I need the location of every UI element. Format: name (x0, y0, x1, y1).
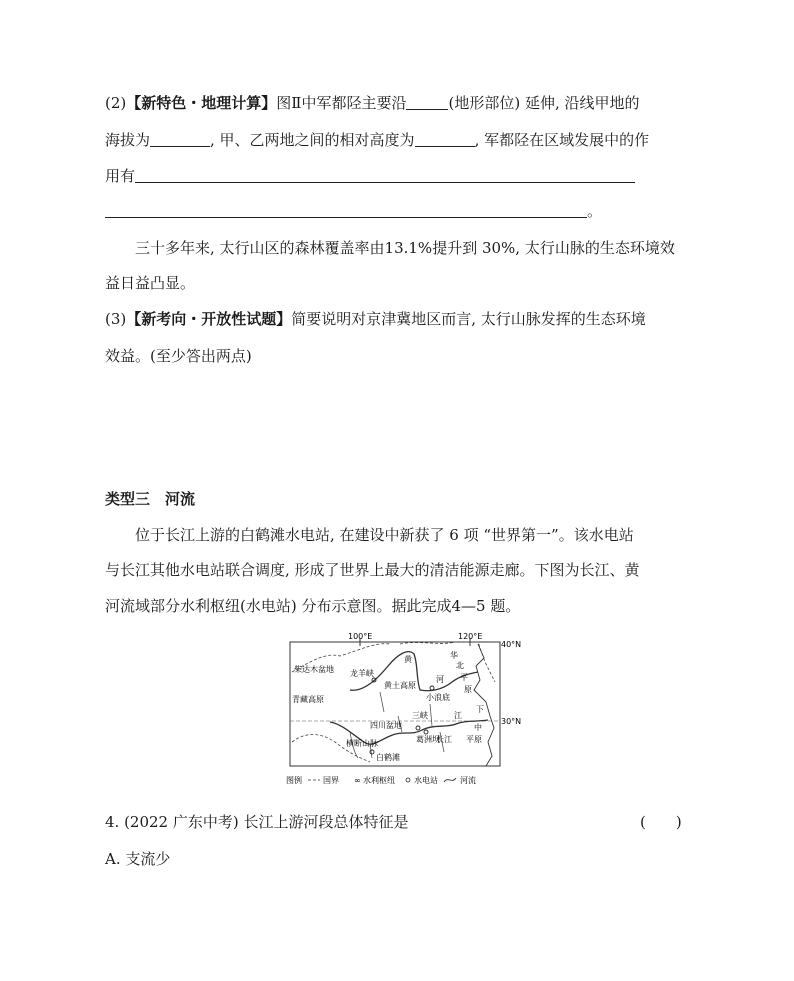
q4-stem: 4. (2022 广东中考) 长江上游河段总体特征是 (105, 813, 409, 831)
legend-station-label: 水电站 (414, 776, 438, 785)
q4-option-a[interactable]: A. 支流少 (105, 850, 171, 868)
passage-line-3: 河流域部分水利枢纽(水电站) 分布示意图。据此完成4—5 题。 (105, 597, 521, 615)
label-changjiang: 长江 (436, 735, 452, 744)
q2-blank-role-1[interactable] (135, 167, 635, 183)
label-hua: 华 (450, 651, 458, 660)
passage-line-2: 与长江其他水电站联合调度, 形成了世界上最大的清洁能源走廊。下图为长江、黄 (105, 561, 640, 579)
river-hydro-map (280, 632, 530, 790)
label-xia: 下 (476, 705, 484, 714)
passage-line-1: 位于长江上游的白鹤滩水电站, 在建设中新获了 6 项 “世界第一”。该水电站 (135, 526, 634, 544)
section-title: 类型三 河流 (105, 490, 196, 508)
label-ping: 平 (460, 673, 468, 682)
q3-tag: 【新考向・开放性试题】 (126, 310, 292, 328)
q3-line-2: 效益。(至少答出两点) (105, 347, 252, 365)
label-qinghai-tibet: 青藏高原 (292, 695, 324, 704)
q2-text-3: 海拔为 (105, 131, 151, 149)
label-yuan: 原 (464, 685, 472, 694)
q2-blank-altitude[interactable] (150, 131, 210, 147)
legend-station-icon (406, 778, 410, 782)
map-frame (290, 642, 500, 766)
legend-hub-icon: ∞ (354, 776, 361, 785)
q3-number: (3) (105, 310, 127, 328)
label-longyangxia: 龙羊峡 (350, 669, 374, 678)
q3-text-1: 简要说明对京津冀地区而言, 太行山脉发挥的生态环境 (291, 310, 646, 328)
q2-text-7: 。 (587, 202, 603, 220)
lon-100-label: 100°E (348, 632, 373, 641)
intro2-line-1: 三十多年来, 太行山区的森林覆盖率由13.1%提升到 30%, 太行山脉的生态环境效 (135, 239, 675, 257)
q2-line-4 (105, 200, 602, 221)
q2-text-2: (地形部位) 延伸, 沿线甲地的 (448, 94, 640, 112)
label-jiang: 江 (454, 711, 462, 720)
lat-40-label: 40°N (501, 640, 522, 649)
legend-river-label: 河流 (460, 776, 476, 785)
label-pingyuan2: 平原 (466, 735, 482, 744)
label-baihetan: 白鹤滩 (376, 753, 400, 762)
label-bei: 北 (456, 661, 464, 670)
intro2-line-2: 益日益凸显。 (105, 274, 196, 292)
lat-30-label: 30°N (501, 717, 522, 726)
legend-hub-label: 水利枢纽 (363, 776, 395, 785)
q2-blank-role-2[interactable] (105, 202, 587, 218)
label-qaidam: 柴达木盆地 (294, 665, 334, 674)
label-loess: 黄土高原 (384, 681, 416, 690)
label-hengduan: 横断山脉 (346, 739, 378, 748)
q2-line-2 (105, 129, 649, 150)
label-sichuan: 四川盆地 (370, 721, 402, 730)
label-geo: 葛洲坝 (416, 735, 440, 744)
label-sanxia: 三峡 (412, 711, 428, 720)
q2-line-1 (105, 92, 639, 113)
q2-blank-relative-height[interactable] (415, 131, 475, 147)
q2-text-4: , 甲、乙两地之间的相对高度为 (210, 131, 415, 149)
q2-number: (2) (105, 94, 127, 112)
label-he: 河 (436, 675, 444, 684)
label-zhong: 中 (474, 723, 482, 732)
q2-tag: 【新特色・地理计算】 (126, 94, 277, 112)
q2-text-1: 图Ⅱ中军都陉主要沿 (276, 94, 407, 112)
legend-border-label: 国界 (323, 776, 339, 785)
q2-text-6: 用有 (105, 167, 136, 185)
label-xiaolangdi: 小浪底 (426, 693, 450, 702)
q2-blank-terrain[interactable] (406, 94, 448, 110)
label-huang: 黄 (404, 655, 412, 664)
q2-line-3 (105, 165, 635, 186)
legend-river-icon (444, 778, 456, 782)
legend-title: 图例 (286, 776, 302, 785)
lon-120-label: 120°E (458, 632, 483, 641)
q2-text-5: , 军都陉在区域发展中的作 (474, 131, 650, 149)
q4-answer-paren[interactable]: ( ) (640, 813, 682, 831)
q3-line-1 (105, 308, 646, 329)
